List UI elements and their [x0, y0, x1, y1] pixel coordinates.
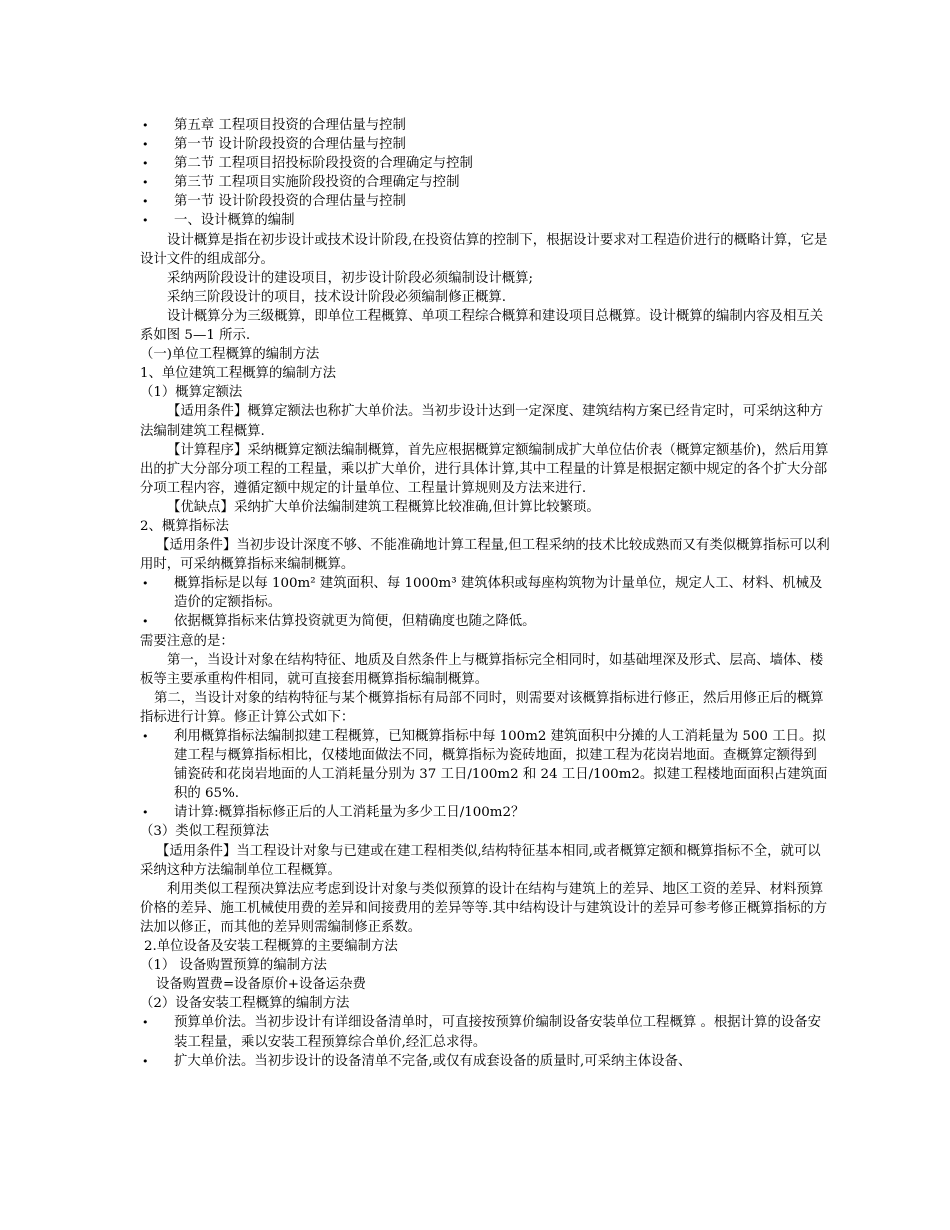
bullet-icon: • [142, 730, 149, 743]
paragraph [140, 364, 830, 383]
paragraph-text: 【适用条件】当初步设计深度不够、不能准确地计算工程量,但工程采纳的技术比较成熟而又有类似概算指标可以利用时，可采纳概算指标来编制概算。 [140, 538, 830, 573]
bullet-icon: • [142, 119, 149, 132]
bullet-icon: • [142, 176, 149, 190]
paragraph [140, 632, 830, 651]
paragraph-text: 预算单价法。当初步设计有详细设备清单时，可直接按预算价编制设备安装单位工程概算 。根据计算的设备安装工程量，乘以安装工程预算综合单价,经汇总求得。 [174, 1015, 822, 1050]
bullet-icon: • [142, 1016, 149, 1030]
paragraph [140, 269, 830, 288]
bullet-paragraph [140, 803, 830, 822]
paragraph [140, 975, 830, 994]
bullet-paragraph [140, 192, 830, 211]
paragraph-text: 设计概算是指在初步设计或技术设计阶段,在投资估算的控制下，根据设计要求对工程造价进行的概略计算，它是设计文件的组成部分。 [140, 232, 828, 267]
paragraph-text: 【适用条件】当工程设计对象与已建或在建工程相类似,结构特征基本相同,或者概算定额和概算指标不全，就可以采纳这种方法编制单位工程概算。 [140, 843, 821, 878]
paragraph-text: （3）类似工程预算法 [140, 824, 270, 840]
bullet-paragraph [140, 1052, 830, 1071]
bullet-icon: • [142, 615, 149, 629]
bullet-icon: • [142, 806, 149, 820]
bullet-icon: • [142, 138, 149, 152]
paragraph-text: 【计算程序】采纳概算定额法编制概算，首先应根据概算定额编制成扩大单位估价表（概算定额基价)，然后用算出的扩大分部分项工程的工程量，乘以扩大单价，进行具体计算,其中工程量的计算是根据定额中规定的各个扩大分部分项工程内容，遵循定额中规定的计量单位、工程量计算规则及方法来进行. [140, 442, 829, 496]
paragraph-text: 【优缺点】采纳扩大单价法编制建筑工程概算比较准确,但计算比较繁琐。 [167, 499, 600, 515]
paragraph [140, 937, 830, 956]
paragraph-text: 第三节 工程项目实施阶段投资的合理确定与控制 [174, 175, 460, 191]
paragraph [140, 822, 830, 841]
bullet-icon: • [142, 577, 149, 591]
paragraph [140, 383, 830, 402]
paragraph [140, 231, 830, 269]
paragraph [140, 689, 830, 727]
paragraph-text: 2.单位设备及安装工程概算的主要编制方法 [144, 939, 398, 955]
paragraph-text: 依据概算指标来估算投资就更为简便，但精确度也随之降低。 [174, 614, 536, 630]
paragraph-text: （一)单位工程概算的编制方法 [140, 347, 320, 363]
paragraph-text: 需要注意的是： [140, 633, 234, 649]
paragraph [140, 880, 830, 937]
paragraph [140, 536, 830, 574]
paragraph-text: 设备购置费=设备原价+设备运杂费 [156, 977, 366, 993]
bullet-paragraph [140, 612, 830, 631]
paragraph-text: 2、概算指标法 [140, 518, 229, 534]
bullet-paragraph [140, 727, 830, 803]
bullet-icon: • [142, 214, 149, 228]
bullet-paragraph [140, 574, 830, 612]
paragraph-text: 第五章 工程项目投资的合理估量与控制 [174, 118, 406, 133]
paragraph [140, 842, 830, 880]
bullet-icon: • [142, 157, 149, 171]
paragraph-text: 1、单位建筑工程概算的编制方法 [140, 366, 336, 382]
bullet-paragraph [140, 1013, 830, 1051]
bullet-icon: • [142, 1054, 149, 1068]
bullet-paragraph [140, 135, 830, 154]
paragraph [140, 994, 830, 1013]
paragraph [140, 651, 830, 689]
paragraph-text: 第二，当设计对象的结构特征与某个概算指标有局部不同时，则需要对该概算指标进行修正，然后用修正后的概算指标进行计算。修正计算公式如下： [140, 690, 824, 725]
paragraph-text: 第一，当设计对象在结构特征、地质及自然条件上与概算指标完全相同时，如基础埋深及形式、层高、墙体、楼板等主要承重构件相同，就可直接套用概算指标编制概算。 [140, 652, 824, 687]
paragraph-text: 第二节 工程项目招投标阶段投资的合理确定与控制 [174, 156, 473, 172]
bullet-paragraph [140, 154, 830, 173]
document-body [140, 116, 830, 1071]
paragraph-text: 采纳三阶段设计的项目，技术设计阶段必须编制修正概算. [167, 289, 507, 305]
bullet-paragraph [140, 211, 830, 230]
paragraph [140, 517, 830, 536]
paragraph [140, 402, 830, 440]
paragraph [140, 307, 830, 345]
paragraph-text: 第一节 设计阶段投资的合理估量与控制 [174, 137, 406, 153]
paragraph-text: （1） 设备购置预算的编制方法 [140, 958, 327, 974]
bullet-paragraph [140, 116, 830, 135]
paragraph-text: 利用类似工程预决算法应考虑到设计对象与类似预算的设计在结构与建筑上的差异、地区工资的差异、材料预算价格的差异、施工机械使用费的差异和间接费用的差异等等.其中结构设计与建筑设计的差异可参考修正概算指标的方法加以修正，而其他的差异则需编制修正系数。 [140, 881, 828, 935]
paragraph [140, 498, 830, 517]
paragraph-text: 一、设计概算的编制 [174, 213, 295, 229]
paragraph-text: 利用概算指标法编制拟建工程概算，已知概算指标中每 100m2 建筑面积中分摊的人工消耗量为 500 工日。拟建工程与概算指标相比，仅楼地面做法不同，概算指标为瓷砖地面，拟建工程为花岗岩地面。查概算定额得到铺瓷砖和花岗岩地面的人工消耗量分别为 37 工日/100m2 和 24 工日/100m2。拟建工程楼地面面积占建筑面积的 65%. [174, 729, 828, 802]
paragraph-text: 【适用条件】概算定额法也称扩大单价法。当初步设计达到一定深度、建筑结构方案已经肯定时，可采纳这种方法编制建筑工程概算. [140, 404, 824, 439]
paragraph-text: 第一节 设计阶段投资的合理估量与控制 [174, 194, 406, 210]
bullet-icon: • [142, 195, 149, 209]
paragraph-text: （1）概算定额法 [140, 385, 243, 401]
paragraph [140, 441, 830, 498]
paragraph-text: （2）设备安装工程概算的编制方法 [140, 996, 350, 1012]
paragraph [140, 956, 830, 975]
bullet-paragraph [140, 173, 830, 192]
paragraph [140, 345, 830, 364]
paragraph-text: 采纳两阶段设计的建设项目，初步设计阶段必须编制设计概算; [167, 270, 534, 286]
paragraph [140, 288, 830, 307]
paragraph-text: 概算指标是以每 100m² 建筑面积、每 1000m³ 建筑体积或每座构筑物为计量单位，规定人工、材料、机械及造价的定额指标。 [174, 576, 823, 611]
paragraph-text: 设计概算分为三级概算，即单位工程概算、单项工程综合概算和建设项目总概算。设计概算的编制内容及相互关系如图 5—1 所示. [140, 308, 824, 344]
paragraph-text: 扩大单价法。当初步设计的设备清单不完备,或仅有成套设备的质量时,可采纳主体设备、 [174, 1053, 692, 1069]
paragraph-text: 请计算:概算指标修正后的人工消耗量为多少工日/100m2？ [174, 805, 525, 821]
